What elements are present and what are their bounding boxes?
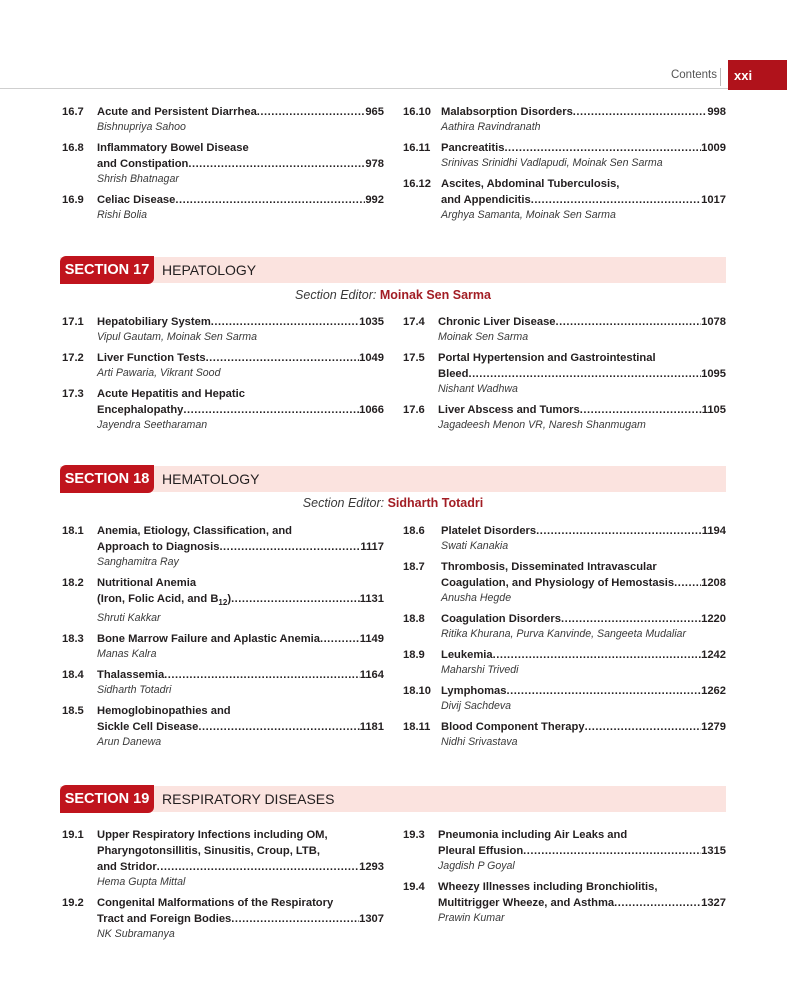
toc-entry	[62, 523, 384, 570]
dot-leader	[506, 683, 701, 699]
entry-author: Anusha Hegde	[441, 592, 512, 604]
toc-entry	[403, 523, 726, 554]
entry-title-line	[97, 314, 384, 330]
toc-entry	[62, 104, 384, 135]
toc-entry	[403, 314, 726, 345]
toc-entry	[403, 827, 726, 874]
entry-body	[441, 559, 726, 606]
running-header	[0, 60, 787, 90]
entry-title-line: Pharyngotonsillitis, Sinusitis, Croup, LTB,	[97, 845, 320, 857]
entry-number: 18.2	[62, 577, 84, 589]
entry-number: 16.9	[62, 194, 84, 206]
section-19-entries	[62, 827, 726, 947]
section-editor-label: Section Editor:	[295, 288, 377, 302]
section-19-banner	[60, 786, 726, 812]
entry-title-line: Upper Respiratory Infections including OM,	[97, 829, 328, 841]
entry-number: 16.12	[403, 178, 431, 190]
entry-body	[441, 719, 726, 750]
toc-entry	[403, 402, 726, 433]
dot-leader	[561, 611, 701, 627]
entry-number: 18.8	[403, 613, 425, 625]
section-17-banner	[60, 257, 726, 283]
entry-title-line: Portal Hypertension and Gastrointestinal	[438, 352, 656, 364]
entry-title-subscript: 12	[218, 598, 228, 607]
section-16-entries	[62, 104, 726, 228]
entry-title-text: and Constipation	[97, 158, 189, 170]
entry-title-text: Sickle Cell Disease	[97, 721, 199, 733]
entry-body	[441, 683, 726, 714]
right-column	[403, 827, 726, 947]
entry-body	[438, 350, 726, 397]
entry-body	[97, 631, 384, 662]
entry-body	[97, 895, 384, 942]
section-title: HEPATOLOGY	[162, 262, 257, 278]
section-title: HEMATOLOGY	[162, 471, 260, 487]
entry-title-line	[441, 611, 726, 627]
entry-number: 18.1	[62, 525, 84, 537]
toc-entry	[403, 176, 726, 223]
toc-entry	[62, 667, 384, 698]
section-editor	[60, 288, 726, 302]
dot-leader	[320, 631, 360, 647]
entry-body	[97, 140, 384, 187]
entry-title-text: Encephalopathy	[97, 404, 184, 416]
entry-number: 17.3	[62, 388, 84, 400]
right-column	[403, 523, 726, 755]
entry-body	[97, 667, 384, 698]
dot-leader	[175, 192, 365, 208]
entry-author: Rishi Bolia	[97, 209, 148, 221]
entry-title-text: Liver Function Tests	[97, 352, 206, 364]
entry-page-number: 1095	[701, 368, 726, 380]
entry-title-text: Multitrigger Wheeze, and Asthma	[438, 897, 615, 909]
toc-entry	[62, 575, 384, 626]
entry-page-number: 1009	[701, 142, 726, 154]
entry-author: Nidhi Srivastava	[441, 736, 518, 748]
entry-title-line: Ascites, Abdominal Tuberculosis,	[441, 178, 620, 190]
entry-title-text: Lymphomas	[441, 685, 507, 697]
entry-page-number: 978	[365, 158, 384, 170]
entry-author: Sidharth Totadri	[97, 684, 172, 696]
toc-entry	[403, 104, 726, 135]
entry-title-text: Leukemia	[441, 649, 493, 661]
entry-page-number: 1049	[359, 352, 384, 364]
left-column	[62, 314, 384, 438]
entry-body	[441, 647, 726, 678]
entry-number: 17.5	[403, 352, 425, 364]
dot-leader	[585, 719, 702, 735]
entry-title-text: (Iron, Folic Acid, and B	[97, 593, 219, 605]
entry-author: Moinak Sen Sarma	[438, 331, 529, 343]
entry-page-number: 1105	[701, 404, 726, 416]
entry-title-line	[97, 859, 384, 875]
entry-title-line	[438, 895, 726, 911]
entry-title-line: Inflammatory Bowel Disease	[97, 142, 249, 154]
toc-entry	[403, 611, 726, 642]
left-column	[62, 523, 384, 755]
section-editor-name: Sidharth Totadri	[387, 496, 484, 510]
dot-leader	[231, 591, 360, 607]
entry-page-number: 1293	[359, 861, 384, 873]
entry-title-line	[438, 314, 726, 330]
entry-title-line	[438, 402, 726, 418]
entry-body	[97, 386, 384, 433]
entry-author: NK Subramanya	[97, 928, 175, 940]
section-title: RESPIRATORY DISEASES	[162, 791, 335, 807]
dot-leader	[206, 350, 360, 366]
left-column	[62, 827, 384, 947]
entry-author: Srinivas Srinidhi Vadlapudi, Moinak Sen Sarma	[441, 157, 663, 169]
section-18-banner	[60, 466, 726, 492]
entry-page-number: 965	[365, 106, 384, 118]
entry-body	[438, 879, 726, 926]
section-editor-label: Section Editor:	[302, 496, 385, 510]
entry-title-text: Pancreatitis	[441, 142, 505, 154]
entry-body	[97, 575, 384, 626]
entry-body	[97, 104, 384, 135]
toc-entry	[403, 647, 726, 678]
entry-author: Jagadeesh Menon VR, Naresh Shanmugam	[438, 419, 646, 431]
entry-page-number: 1181	[359, 721, 384, 733]
toc-entry	[62, 895, 384, 942]
entry-number: 16.11	[403, 142, 431, 154]
entry-number: 18.9	[403, 649, 425, 661]
entry-title-line: Congenital Malformations of the Respiratory	[97, 897, 334, 909]
entry-title-text: Bleed	[438, 368, 469, 380]
entry-title-line	[97, 539, 384, 555]
entry-number: 18.6	[403, 525, 425, 537]
entry-title-line: Thrombosis, Disseminated Intravascular	[441, 561, 657, 573]
toc-entry	[62, 827, 384, 890]
entry-number: 17.2	[62, 352, 84, 364]
entry-number: 17.4	[403, 316, 425, 328]
header-rule	[0, 88, 728, 89]
entry-title-line	[97, 911, 384, 927]
entry-author: Jayendra Seetharaman	[97, 419, 208, 431]
entry-title-line: Anemia, Etiology, Classification, and	[97, 525, 292, 537]
dot-leader	[257, 104, 366, 120]
entry-title-line	[441, 647, 726, 663]
entry-body	[97, 314, 384, 345]
entry-number: 19.4	[403, 881, 425, 893]
section-18-entries	[62, 523, 726, 755]
right-column	[403, 314, 726, 438]
entry-body	[441, 523, 726, 554]
dot-leader	[504, 140, 701, 156]
dot-leader	[580, 402, 702, 418]
entry-body	[438, 314, 726, 345]
entry-title-line	[97, 719, 384, 735]
entry-body	[97, 350, 384, 381]
entry-number: 19.2	[62, 897, 84, 909]
dot-leader	[198, 719, 359, 735]
entry-title-text: Platelet Disorders	[441, 525, 537, 537]
entry-title-text: Pleural Effusion	[438, 845, 524, 857]
entry-title-line: Pneumonia including Air Leaks and	[438, 829, 628, 841]
left-column	[62, 104, 384, 228]
entry-title-line	[97, 104, 384, 120]
entry-title-line	[441, 523, 726, 539]
entry-page-number: 1242	[701, 649, 726, 661]
entry-page-number: 1208	[701, 577, 726, 589]
entry-author: Jagdish P Goyal	[438, 860, 515, 872]
entry-author: Arti Pawaria, Vikrant Sood	[97, 367, 221, 379]
entry-title-text: Coagulation Disorders	[441, 613, 561, 625]
entry-title-text: and Appendicitis	[441, 194, 531, 206]
entry-number: 16.8	[62, 142, 84, 154]
page-number: xxi	[734, 68, 753, 83]
dot-leader	[183, 402, 359, 418]
entry-title-text: Malabsorption Disorders	[441, 106, 573, 118]
section-badge: SECTION 18	[60, 465, 154, 493]
dot-leader	[523, 843, 701, 859]
entry-number: 19.1	[62, 829, 84, 841]
entry-title-text: Tract and Foreign Bodies	[97, 913, 232, 925]
dot-leader	[493, 647, 701, 663]
entry-title-text: Bone Marrow Failure and Aplastic Anemia	[97, 633, 320, 645]
entry-author: Divij Sachdeva	[441, 700, 512, 712]
entry-author: Vipul Gautam, Moinak Sen Sarma	[97, 331, 257, 343]
entry-body	[441, 140, 726, 171]
toc-entry	[62, 350, 384, 381]
entry-page-number: 1220	[701, 613, 726, 625]
entry-author: Swati Kanakia	[441, 540, 509, 552]
entry-page-number: 1307	[359, 913, 384, 925]
entry-title-line	[438, 366, 726, 382]
entry-body	[441, 176, 726, 223]
dot-leader	[188, 156, 365, 172]
entry-page-number: 1164	[359, 669, 384, 681]
toc-entry	[403, 683, 726, 714]
entry-page-number: 1017	[701, 194, 726, 206]
entry-title-line	[441, 140, 726, 156]
entry-title-line	[97, 591, 384, 611]
dot-leader	[157, 859, 359, 875]
entry-number: 18.5	[62, 705, 84, 717]
entry-number: 18.11	[403, 721, 431, 733]
entry-number: 18.4	[62, 669, 84, 681]
entry-body	[97, 703, 384, 750]
entry-body	[441, 104, 726, 135]
dot-leader	[536, 523, 702, 539]
toc-entry	[403, 719, 726, 750]
entry-author: Shrish Bhatnagar	[97, 173, 179, 185]
entry-title-line	[438, 843, 726, 859]
entry-body	[441, 611, 726, 642]
entry-page-number: 1117	[360, 541, 384, 553]
dot-leader	[556, 314, 702, 330]
entry-title-text: Celiac Disease	[97, 194, 176, 206]
entry-title-line: Acute Hepatitis and Hepatic	[97, 388, 245, 400]
toc-entry	[403, 559, 726, 606]
entry-title-line: Nutritional Anemia	[97, 577, 197, 589]
entry-author: Shruti Kakkar	[97, 612, 161, 624]
entry-body	[97, 827, 384, 890]
entry-number: 18.3	[62, 633, 84, 645]
entry-page-number: 1262	[701, 685, 726, 697]
entry-title-line	[441, 104, 726, 120]
entry-author: Nishant Wadhwa	[438, 383, 518, 395]
entry-body	[438, 402, 726, 433]
entry-title-text: Hepatobiliary System	[97, 316, 211, 328]
header-label: Contents	[670, 69, 717, 81]
entry-title-text: Chronic Liver Disease	[438, 316, 556, 328]
toc-entry	[62, 631, 384, 662]
entry-title-line	[441, 683, 726, 699]
entry-author: Bishnupriya Sahoo	[97, 121, 186, 133]
right-column	[403, 104, 726, 228]
entry-author: Aathira Ravindranath	[441, 121, 541, 133]
entry-body	[438, 827, 726, 874]
entry-number: 16.7	[62, 106, 84, 118]
entry-title-text: Approach to Diagnosis	[97, 541, 220, 553]
toc-entry	[62, 386, 384, 433]
entry-number: 17.1	[62, 316, 84, 328]
entry-author: Hema Gupta Mittal	[97, 876, 186, 888]
entry-page-number: 1194	[701, 525, 726, 537]
entry-author: Prawin Kumar	[438, 912, 505, 924]
entry-title-text: and Stridor	[97, 861, 157, 873]
entry-title-text: Thalassemia	[97, 669, 165, 681]
entry-title-line	[97, 402, 384, 418]
entry-title-line: Wheezy Illnesses including Bronchiolitis,	[438, 881, 658, 893]
toc-entry	[62, 140, 384, 187]
entry-title-line	[97, 192, 384, 208]
entry-number: 17.6	[403, 404, 425, 416]
entry-body	[97, 523, 384, 570]
entry-author: Maharshi Trivedi	[441, 664, 519, 676]
dot-leader	[164, 667, 360, 683]
dot-leader	[211, 314, 359, 330]
entry-author: Ritika Khurana, Purva Kanvinde, Sangeeta Mudaliar	[441, 628, 686, 640]
section-editor	[60, 496, 726, 510]
dot-leader	[614, 895, 701, 911]
entry-page-number: 1131	[359, 593, 384, 605]
entry-title-line	[97, 631, 384, 647]
entry-title-line	[441, 575, 726, 591]
entry-number: 19.3	[403, 829, 425, 841]
entry-title-line	[441, 192, 726, 208]
entry-page-number: 992	[365, 194, 384, 206]
entry-page-number: 1315	[701, 845, 726, 857]
entry-page-number: 1078	[701, 316, 726, 328]
section-badge: SECTION 17	[60, 256, 154, 284]
dot-leader	[573, 104, 708, 120]
entry-title-text: Acute and Persistent Diarrhea	[97, 106, 257, 118]
toc-entry	[62, 703, 384, 750]
entry-page-number: 1327	[701, 897, 726, 909]
entry-author: Arghya Samanta, Moinak Sen Sarma	[441, 209, 616, 221]
entry-title-text: Liver Abscess and Tumors	[438, 404, 580, 416]
entry-title-text: Blood Component Therapy	[441, 721, 585, 733]
entry-page-number: 1066	[359, 404, 384, 416]
entry-title-line	[441, 719, 726, 735]
section-17-entries	[62, 314, 726, 438]
entry-number: 18.7	[403, 561, 425, 573]
entry-page-number: 1035	[359, 316, 384, 328]
entry-title-line	[97, 156, 384, 172]
dot-leader	[231, 911, 359, 927]
entry-number: 18.10	[403, 685, 431, 697]
dot-leader	[531, 192, 701, 208]
entry-author: Arun Danewa	[97, 736, 162, 748]
entry-page-number: 1149	[359, 633, 384, 645]
dot-leader	[219, 539, 360, 555]
entry-author: Manas Kalra	[97, 648, 157, 660]
entry-number: 16.10	[403, 106, 431, 118]
dot-leader	[468, 366, 701, 382]
section-editor-name: Moinak Sen Sarma	[379, 288, 491, 302]
toc-entry	[62, 314, 384, 345]
section-badge: SECTION 19	[60, 785, 154, 813]
toc-entry	[403, 879, 726, 926]
toc-entry	[403, 350, 726, 397]
toc-entry	[403, 140, 726, 171]
entry-body	[97, 192, 384, 223]
header-separator	[720, 68, 721, 86]
entry-title-suffix: )	[227, 593, 232, 605]
entry-title-line	[97, 667, 384, 683]
entry-page-number: 998	[707, 106, 726, 118]
toc-entry	[62, 192, 384, 223]
dot-leader	[674, 575, 701, 591]
entry-title-line: Hemoglobinopathies and	[97, 705, 231, 717]
entry-author: Sanghamitra Ray	[97, 556, 179, 568]
entry-title-line	[97, 350, 384, 366]
entry-page-number: 1279	[701, 721, 726, 733]
entry-title-text: Coagulation, and Physiology of Hemostasis	[441, 577, 675, 589]
